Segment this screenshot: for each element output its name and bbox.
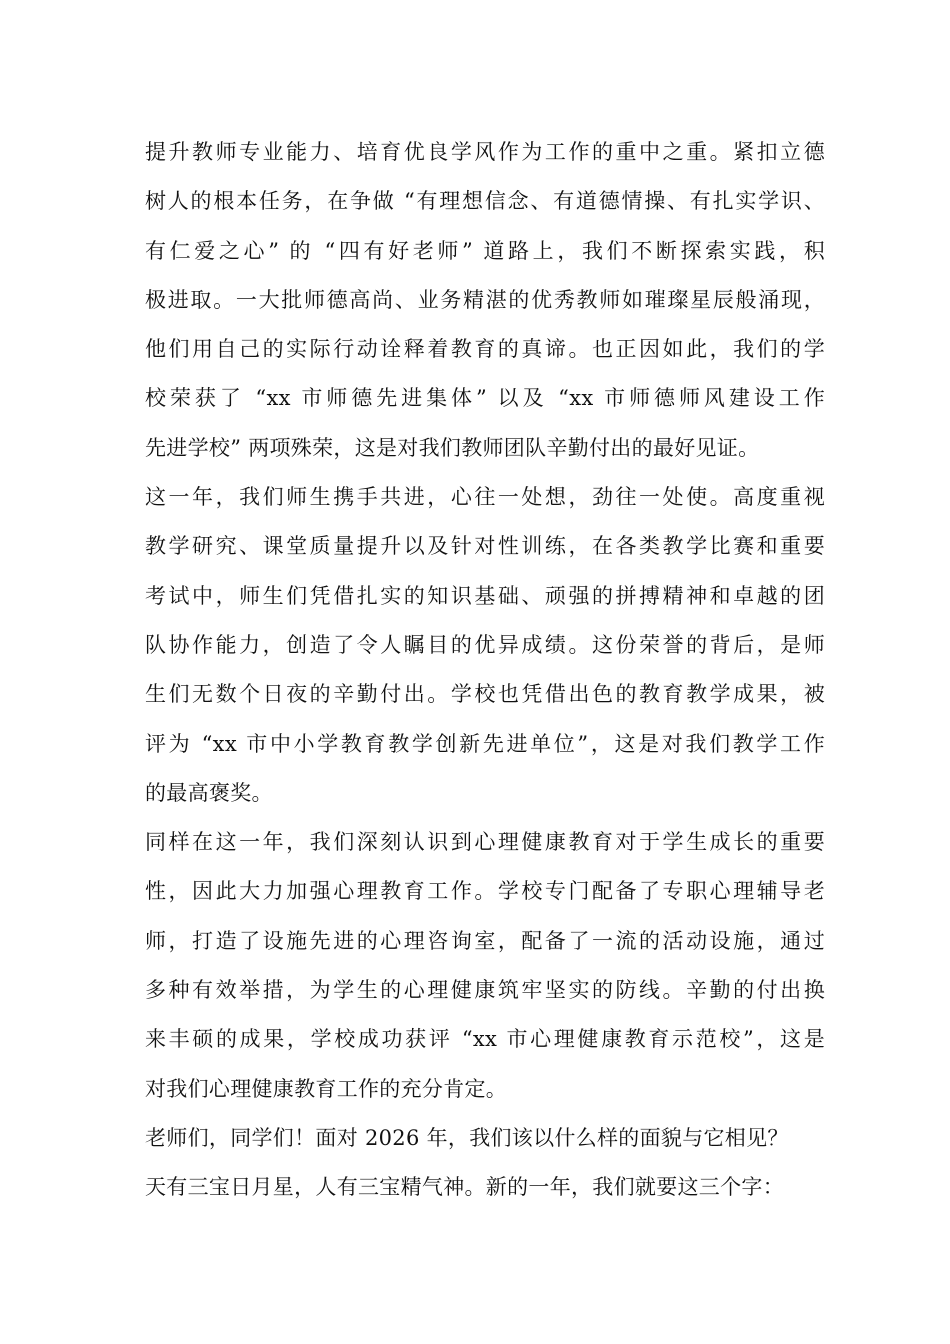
text-line: 提升教师专业能力、培育优良学风作为工作的重中之重。紧扣立德 [145,140,825,164]
text-line: 教学研究、课堂质量提升以及针对性训练，在各类教学比赛和重要 [145,534,825,559]
text-line: 师，打造了设施先进的心理咨询室，配备了一流的活动设施，通过 [145,928,825,953]
body-text [145,128,825,1213]
text-line: 评为 “xx 市中小学教育教学创新先进单位”，这是对我们教学工作 [145,731,825,756]
text-line: 老师们，同学们！面对 2026 年，我们该以什么样的面貌与它相见？ [145,1125,789,1150]
text-line: 同样在这一年，我们深刻认识到心理健康教育对于学生成长的重要 [145,830,825,855]
text-line: 极进取。一大批师德高尚、业务精湛的优秀教师如璀璨星辰般涌现， [145,287,825,312]
text-line: 来丰硕的成果，学校成功获评 “xx 市心理健康教育示范校”，这是 [145,1027,825,1052]
text-line: 树人的根本任务，在争做 “有理想信念、有道德情操、有扎实学识、 [145,189,825,214]
text-line: 性，因此大力加强心理教育工作。学校专门配备了专职心理辅导老 [145,879,825,904]
text-line: 有仁爱之心” 的 “四有好老师” 道路上，我们不断探索实践，积 [145,238,825,263]
text-line: 对我们心理健康教育工作的充分肯定。 [145,1076,508,1101]
text-line: 他们用自己的实际行动诠释着教育的真谛。也正因如此，我们的学 [145,337,825,362]
text-line: 队协作能力，创造了令人瞩目的优异成绩。这份荣誉的背后，是师 [145,632,825,657]
text-line: 的最高褒奖。 [145,780,273,805]
text-line: 多种有效举措，为学生的心理健康筑牢坚实的防线。辛勤的付出换 [145,978,825,1003]
text-line: 这一年，我们师生携手共进，心往一处想，劲往一处使。高度重视 [145,485,825,510]
text-line: 先进学校” 两项殊荣，这是对我们教师团队辛勤付出的最好见证。 [145,435,760,460]
text-line: 考试中，师生们凭借扎实的知识基础、顽强的拼搏精神和卓越的团 [145,583,825,608]
text-line: 生们无数个日夜的辛勤付出。学校也凭借出色的教育教学成果，被 [145,682,825,707]
text-line: 校荣获了 “xx 市师德先进集体” 以及 “xx 市师德师风建设工作 [145,386,825,411]
text-line: 天有三宝日月星，人有三宝精气神。新的一年，我们就要这三个字： [145,1175,784,1200]
